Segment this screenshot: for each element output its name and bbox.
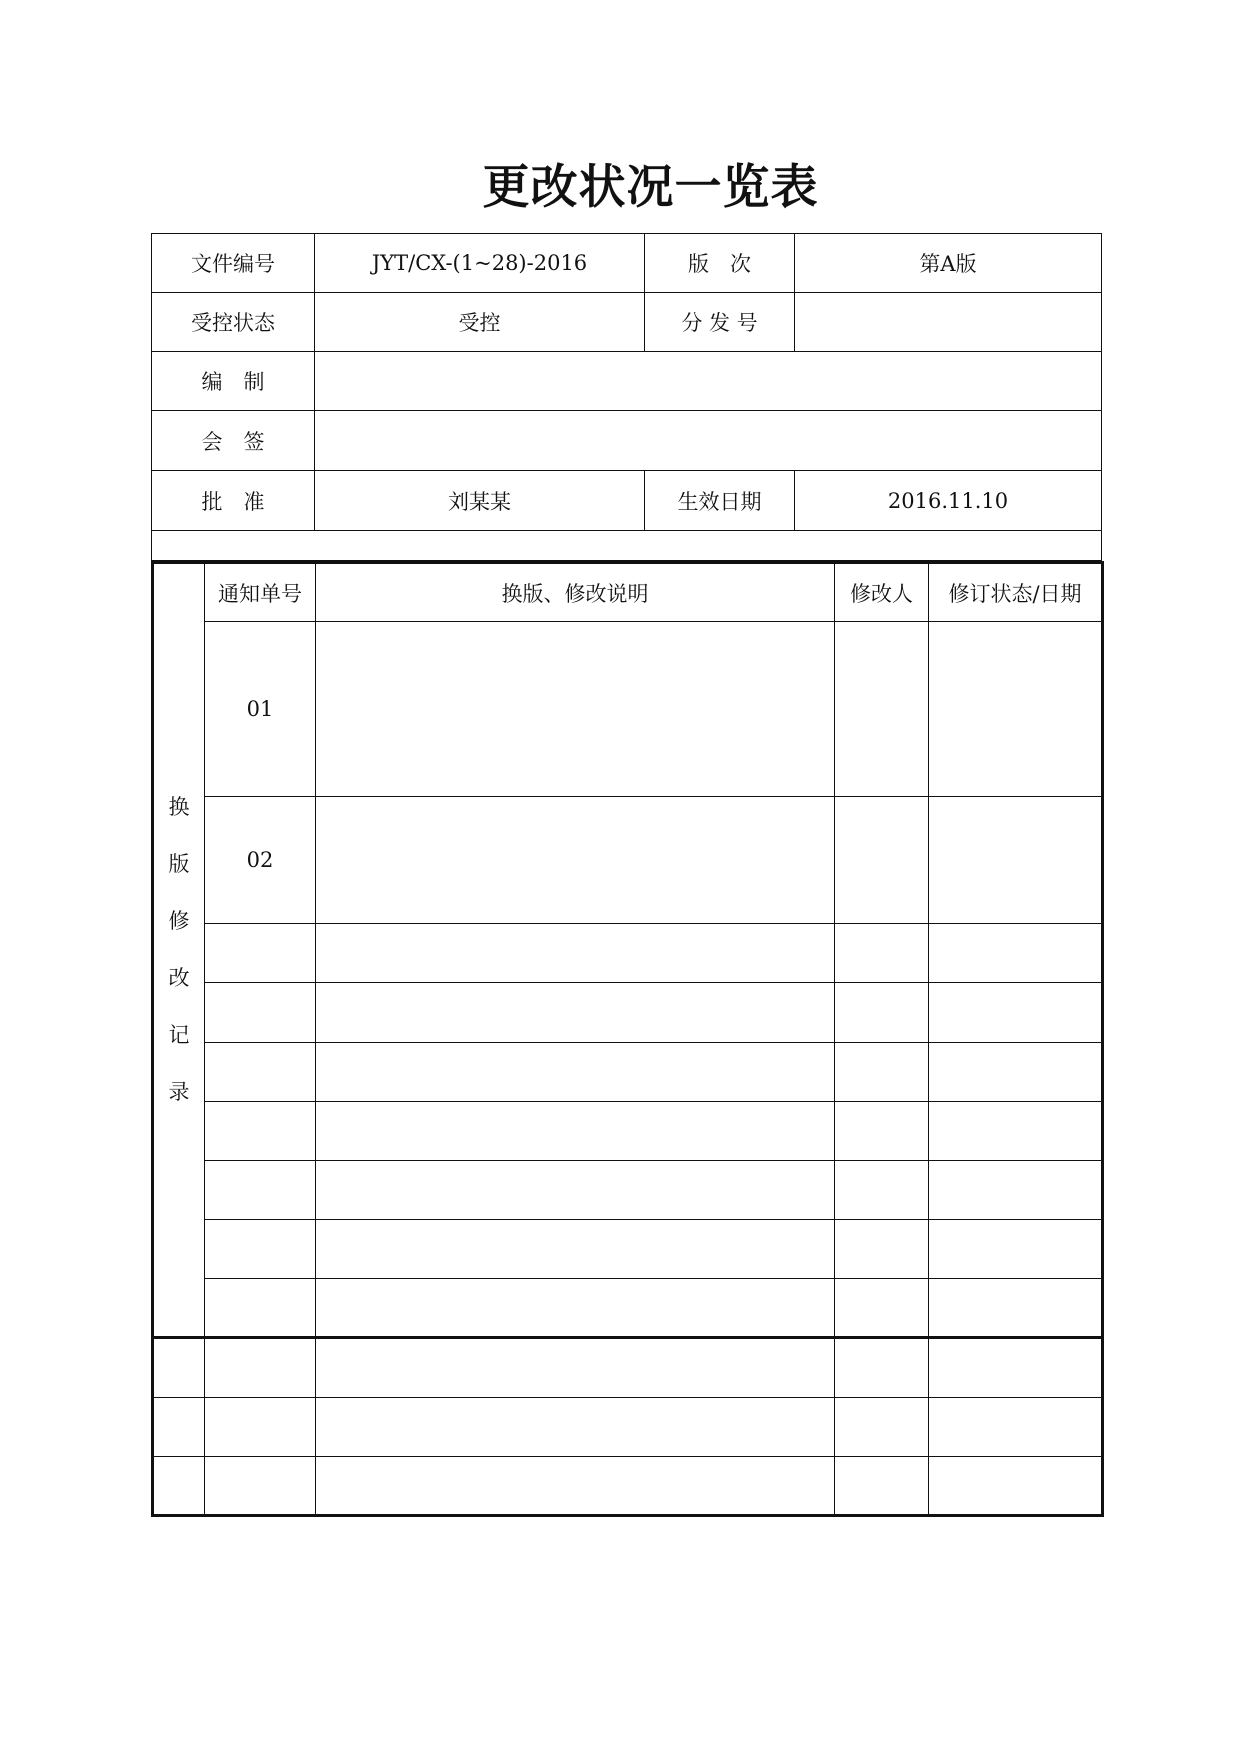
side-char: 改 xyxy=(168,966,190,990)
side-char: 版 xyxy=(168,852,190,876)
table-row xyxy=(153,1161,1103,1220)
table-row xyxy=(153,1043,1103,1102)
table-row xyxy=(153,1279,1103,1338)
side-char: 修 xyxy=(168,909,190,933)
doc-number-label: 文件编号 xyxy=(152,234,315,293)
side-char: 录 xyxy=(168,1080,190,1104)
distribution-value xyxy=(795,293,1102,352)
page-title: 更改状况一览表 xyxy=(482,160,819,215)
status-date-cell xyxy=(929,622,1103,797)
revision-record-side-label xyxy=(153,563,205,1338)
column-header-modifier: 修改人 xyxy=(835,563,929,622)
table-row xyxy=(153,1398,1103,1457)
description-cell xyxy=(316,797,835,924)
notice-no-cell: 02 xyxy=(205,797,316,924)
doc-number-value: JYT/CX-(1~28)-2016 xyxy=(315,234,645,293)
control-status-value: 受控 xyxy=(315,293,645,352)
table-row xyxy=(153,1102,1103,1161)
modifier-cell xyxy=(835,797,929,924)
distribution-label: 分 发 号 xyxy=(645,293,795,352)
control-status-label: 受控状态 xyxy=(152,293,315,352)
edition-label: 版 次 xyxy=(645,234,795,293)
description-cell xyxy=(316,622,835,797)
table-row xyxy=(153,1339,1103,1398)
notice-no-cell: 01 xyxy=(205,622,316,797)
status-date-cell xyxy=(929,797,1103,924)
column-header-notice-no: 通知单号 xyxy=(205,563,316,622)
countersign-label: 会 签 xyxy=(152,411,315,471)
table-row xyxy=(153,1220,1103,1279)
effective-date-value: 2016.11.10 xyxy=(795,471,1102,531)
side-char: 换 xyxy=(168,795,190,819)
table-row xyxy=(153,797,1103,924)
document-info-table xyxy=(151,233,1102,561)
table-row xyxy=(153,622,1103,797)
table-row xyxy=(153,983,1103,1043)
edition-value: 第A版 xyxy=(795,234,1102,293)
column-header-status-date: 修订状态/日期 xyxy=(929,563,1103,622)
table-row xyxy=(153,924,1103,983)
side-char: 记 xyxy=(168,1023,190,1047)
table-row xyxy=(153,1457,1103,1516)
countersign-value xyxy=(315,411,1102,471)
prepared-label: 编 制 xyxy=(152,352,315,411)
effective-date-label: 生效日期 xyxy=(645,471,795,531)
revision-records-table xyxy=(151,561,1104,1339)
modifier-cell xyxy=(835,622,929,797)
column-header-description: 换版、修改说明 xyxy=(316,563,835,622)
approved-value: 刘某某 xyxy=(315,471,645,531)
prepared-value xyxy=(315,352,1102,411)
approved-label: 批 准 xyxy=(152,471,315,531)
revision-records-tail xyxy=(151,1338,1104,1517)
spacer-row xyxy=(152,531,1102,561)
